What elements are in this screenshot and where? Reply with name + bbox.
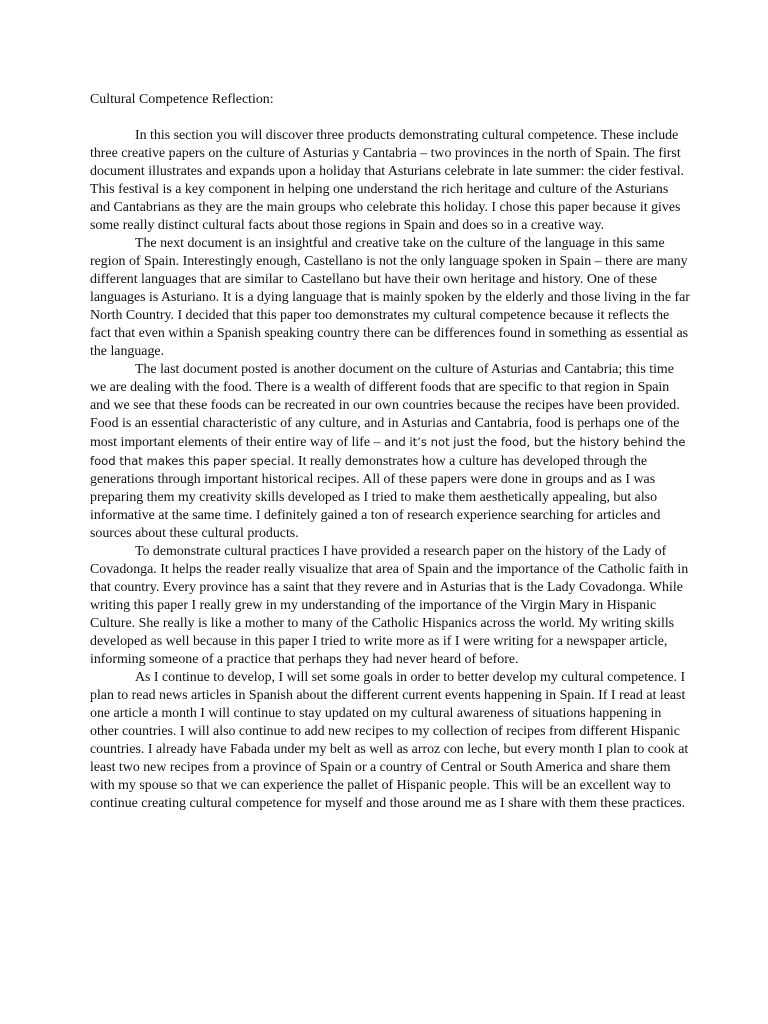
paragraph-3-serif-text: The last document posted is another document on the culture of Asturias and Cantabria; this time we are dealing with the food. There is a wealth of different foods that are specific to that region in Spain and we see that these foods can be recreated in our own countries because the recipes have been provided. Food is an essential characteristic of any culture, and in Asturias and Cantabria, food is perhaps one of the most important elements of their entire way of life – <box>90 362 680 450</box>
paragraph-3-sans-text: and it’s not just the food, but the history behind the food that makes this paper special. <box>90 435 686 468</box>
paragraph-3 <box>90 361 690 543</box>
paragraph-5: As I continue to develop, I will set some goals in order to better develop my cultural competence. I plan to read news articles in Spanish about the different current events happening in Spain. If I read at least one article a month I will continue to stay updated on my cultural awareness of situations happening in other countries. I will also continue to add new recipes to my collection of recipes from different Hispanic countries. I already have Fabada under my belt as well as arroz con leche, but every month I plan to cook at least two new recipes from a province of Spain or a country of Central or South America and share them with my spouse so that we can experience the pallet of Hispanic people. This will be an excellent way to continue creating cultural competence for myself and those around me as I share with them these practices. <box>90 670 689 811</box>
paragraph-4: To demonstrate cultural practices I have provided a research paper on the history of the Lady of Covadonga. It helps the reader really visualize that area of Spain and the importance of the Catholic faith in that country. Every province has a saint that they revere and in Asturias that is the Lady Covadonga. While writing this paper I really grew in my understanding of the importance of the Virgin Mary in Hispanic Culture. She really is like a mother to many of the Catholic Hispanics across the world. My writing skills developed as well because in this paper I tried to write more as if I were writing for a newspaper article, informing someone of a practice that perhaps they had never heard of before. <box>90 544 689 667</box>
paragraph-2: The next document is an insightful and creative take on the culture of the language in this same region of Spain. Interestingly enough, Castellano is not the only language spoken in Spain – there are many different languages that are similar to Castellano but have their own heritage and history. One of these languages is Asturiano. It is a dying language that is mainly spoken by the elderly and those living in the far North Country. I decided that this paper too demonstrates my cultural competence because it reflects the fact that even within a Spanish speaking country there can be differences found in something as essential as the language. <box>90 236 690 359</box>
document-body <box>90 91 690 813</box>
document-title: Cultural Competence Reflection: <box>90 92 274 107</box>
paragraph-3-tail-text: It really demonstrates how a culture has developed through the generations through important historical recipes. All of these papers were done in groups and as I was preparing them my creativity skills developed as I tried to make them aesthetically appealing, but also informative at the same time. I definitely gained a ton of research experience searching for articles and sources about these cultural products. <box>90 454 661 541</box>
paragraph-1: In this section you will discover three products demonstrating cultural competence. These include three creative papers on the culture of Asturias y Cantabria – two provinces in the north of Spain. The first document illustrates and expands upon a holiday that Asturians celebrate in late summer: the cider festival. This festival is a key component in helping one understand the rich heritage and culture of the Asturians and Cantabrians as they are the main groups who celebrate this holiday. I chose this paper because it gives some really distinct cultural facts about those regions in Spain and does so in a creative way. <box>90 128 685 233</box>
